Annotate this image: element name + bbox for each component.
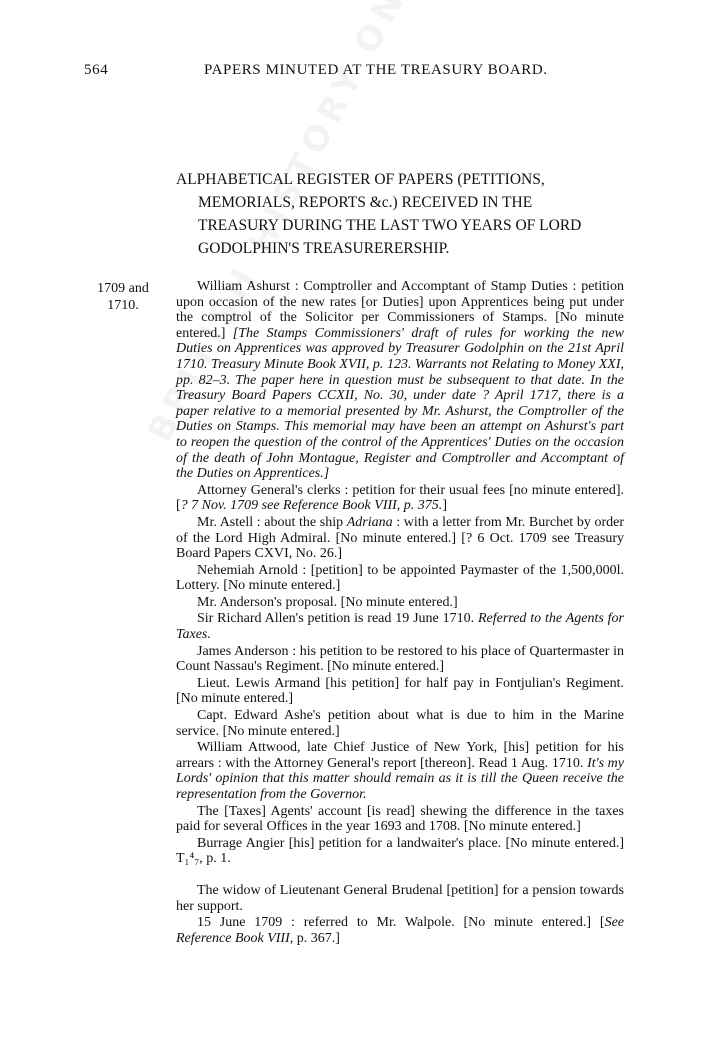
entry-italic-note: ? 7 Nov. 1709 see Reference Book VIII, p. 375. — [180, 498, 443, 514]
entry-text: Capt. Edward Ashe's petition about what is due to him in the Marine service. [No minute entered.] — [176, 708, 624, 739]
entry-tail: ] — [442, 498, 447, 514]
register-entry — [176, 515, 624, 562]
page-number: 564 — [84, 62, 109, 78]
entry-text: James Anderson : his petition to be restored to his place of Quartermaster in Count Nassau's Regiment. [No minute entered.] — [176, 643, 624, 675]
margin-date-line: 1710. — [107, 298, 139, 313]
entry-tail: p. 367.] — [293, 930, 340, 946]
register-entries — [176, 279, 624, 947]
entry-italic-note: It's my Lords' opinion that this matter should remain as it is till the Queen receive the representation from the Governor. — [176, 755, 625, 802]
entry-text: The [Taxes] Agents' account [is read] shewing the difference in the taxes paid for several Offices in the year 1693 and 1708. [No minute entered.] — [176, 803, 624, 835]
entry-text: Nehemiah Arnold : [petition] to be appointed Paymaster of the 1,500,000l. Lottery. [No minute entered.] — [176, 562, 624, 594]
entry-text: 15 June 1709 : referred to Mr. Walpole. [No minute entered.] [ — [197, 915, 605, 931]
title-line: MEMORIALS, REPORTS &c.) RECEIVED IN THE — [198, 194, 533, 211]
register-entry — [176, 563, 624, 594]
entry-text: William Attwood, late Chief Justice of New York, [his] petition for his arrears : with the Attorney General's report [thereon]. Read 1 Aug. 1710. — [176, 740, 624, 771]
entry-italic-note: [The Stamps Commissioners' draft of rules for working the new Duties on Apprentices was approved by Treasurer Godolphin on the 21st April 1710. Treasury Minute Book XVII, p. 123. Warrants not Relating to Money XXI, pp. 82–3. The paper here in question must be subsequent to that date. In the Treasury Board Papers CCXII, No. 30, under date ? April 1717, there is a paper relative to a memorial presented by Mr. Ashurst, the Comptroller of the Duties on Stamps. This memorial may have been an attempt on Ashurst's part to reopen the question of the control of the Apprentices' Duties on the occasion of the death of John Montague, Register and Comptroller and Accomptant of the Duties on Apprentices.] — [176, 325, 624, 482]
entry-text: Sir Richard Allen's petition is read 19 June 1710. — [197, 611, 478, 627]
entry-text: Mr. Astell : about the ship — [197, 514, 347, 530]
entry-italic-note: See Reference Book VIII, — [176, 915, 624, 946]
register-entry — [176, 883, 624, 914]
entry-text: William Ashurst : Comptroller and Accomptant of Stamp Duties : petition upon occasion of the new rates [or Duties] upon Apprentices being put under the comptrol of the Solicitor per Commissioners of Stamps. [No minute entered.] — [176, 279, 624, 341]
register-entry — [176, 611, 624, 642]
margin-date-line: 1709 and — [97, 281, 149, 296]
register-entry — [176, 644, 624, 675]
register-entry — [176, 740, 624, 802]
section-title — [176, 168, 624, 260]
register-entry — [176, 483, 624, 514]
title-line: TREASURY DURING THE LAST TWO YEARS OF LORD — [198, 217, 582, 234]
register-entry — [176, 708, 624, 739]
register-entry — [176, 804, 624, 835]
entry-text: Burrage Angier [his] petition for a landwaiter's place. [No minute entered.] T₁⁴₇, p. 1. — [176, 835, 624, 867]
running-title: PAPERS MINUTED AT THE TREASURY BOARD. — [204, 62, 548, 78]
entry-text: The widow of Lieutenant General Brudenal [petition] for a pension towards her support. — [176, 882, 624, 914]
title-line: GODOLPHIN'S TREASURERERSHIP. — [198, 240, 450, 257]
entry-italic-note: Adriana — [346, 514, 393, 530]
register-entry — [176, 836, 624, 867]
entry-tail: : with a letter from Mr. Burchet by order of the Lord High Admiral. [No minute entered.] [? 6 Oct. 1709 see Treasury Board Papers CXVI, No. 26.] — [176, 514, 624, 562]
title-line: ALPHABETICAL REGISTER OF PAPERS (PETITIONS, — [176, 171, 545, 188]
entry-text: Attorney General's clerks : petition for their usual fees [no minute entered]. [ — [176, 482, 624, 514]
register-entry — [176, 915, 624, 946]
register-entry — [176, 595, 624, 611]
margin-date — [88, 280, 158, 314]
register-entry — [176, 676, 624, 707]
entry-italic-note: Referred to the Agents for Taxes. — [176, 611, 624, 643]
entry-text: Mr. Anderson's proposal. [No minute entered.] — [197, 594, 458, 610]
entry-text: Lieut. Lewis Armand [his petition] for half pay in Fontjulian's Regiment. [No minute entered.] — [176, 675, 624, 707]
register-entry — [176, 279, 624, 482]
